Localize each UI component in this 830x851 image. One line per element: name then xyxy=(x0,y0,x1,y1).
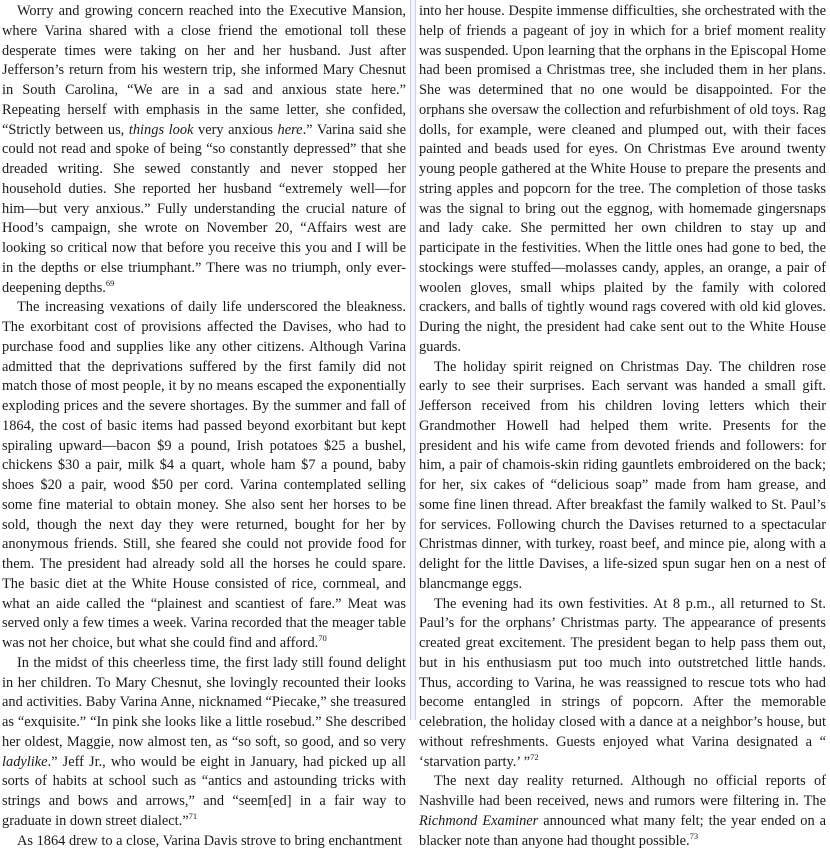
italic-text: Richmond Examiner xyxy=(419,813,538,829)
paragraph-text: The next day reality returned. Although no official reports of Nashville had been received, news and rumors were filtering in. The xyxy=(419,773,826,809)
body-paragraph xyxy=(419,595,826,773)
footnote-reference: 73 xyxy=(690,831,699,841)
paragraph-text: The holiday spirit reigned on Christmas Day. The children rose early to see their surprises. Each servant was handed a small gift. Jefferson received from his children loving letters which their Grandmother Howell had helped them write. Presents for the president and his wife came from devoted friends and followers: for him, a pair of chamois-skin riding gauntlets embroidered on the back; for her, six cakes of “delicious soap” made from ham grease, and some fine linen thread. After breakfast the family walked to St. Paul’s for services. Following church the Davises returned to a spectacular Christmas dinner, with turkey, roast beef, and mince pie, along with a delight for the little Davises, a life-sized spun sugar hen on a nest of blancmange eggs. xyxy=(419,359,826,592)
footnote-reference: 69 xyxy=(106,278,115,288)
paragraph-text: The increasing vexations of daily life underscored the bleakness. The exorbitant cost of provisions affected the Davises, who had to purchase food and supplies like any other citizens. Although Varina admitted that the deprivations suffered by the first family did not match those of most people, it by no means escaped the exponentially exploding prices and the severe shortages. By the summer and fall of 1864, the cost of basic items had passed beyond exorbitant but kept spiraling upward—bacon $9 a pound, Irish potatoes $25 a bushel, chickens $30 a pair, milk $4 a quart, whole ham $7 a pound, baby shoes $20 a pair, wood $50 per cord. Varina contemplated selling some fine material to obtain money. She also sent her horses to be sold, though the next day they were returned, bought for her by anonymous friends. Still, she feared she could not provide food for them. The president had already sold all the horses he could spare. The basic diet at the White House consisted of rice, cornmeal, and what an aide called the “plainest and scantiest of fare.” Meat was served only a few times a week. Varina recorded that the meager table was not her choice, but what she could find and afford. xyxy=(2,299,406,651)
footnote-reference: 71 xyxy=(189,811,198,821)
paragraph-text: very anxious xyxy=(193,122,277,138)
paragraph-text: announced what many felt; the year ended on a blacker note than anyone had thought possible. xyxy=(419,813,826,849)
footnote-reference: 70 xyxy=(318,633,327,643)
footnote-reference: 72 xyxy=(530,752,539,762)
paragraph-text: .” Jeff Jr., who would be eight in January, had picked up all sorts of habits at school such as “antics and astounding tricks with strings and bows and arrows,” and “seem[ed] in a fair way to graduate in down street dialect.” xyxy=(2,754,406,829)
paragraph-text: .” Varina said she could not read and spoke of being “so constantly depressed” that she dreaded writing. She sewed constantly and never stopped her household duties. She reported her husband “extremely well—for him—but very anxious.” Fully understanding the crucial nature of Hood’s campaign, she wrote on November 20, “Affairs west are looking so critical now that before you receive this you and I will be in the depths or else triumphant.” There was no triumph, only ever-deepening depths. xyxy=(2,122,406,296)
italic-text: here xyxy=(278,122,303,138)
italic-text: things look xyxy=(129,122,194,138)
paragraph-text: The evening had its own festivities. At 8 p.m., all returned to St. Paul’s for the orphans’ Christmas party. The appearance of presents created great excitement. The president began to help pass them out, but in his enthusiasm put too much into outstretched little hands. Thus, according to Varina, he was reassigned to rescue tots who had become entangled in strings of popcorn. After the memorable celebration, the holiday closed with a dance at a neighbor’s house, but without refreshments. Guests enjoyed what Varina designated a “ ‘starvation party.’ ” xyxy=(419,596,826,770)
body-paragraph xyxy=(419,358,826,595)
body-paragraph xyxy=(2,298,406,654)
body-paragraph xyxy=(419,772,826,851)
paragraph-text: into her house. Despite immense difficulties, she orchestrated with the help of friends a pageant of joy in which for a brief moment reality was suspended. Upon learning that the orphans in the Episcopal Home had been promised a Christmas tree, she included them in her plans. She was determined that no one would be disappointed. For the orphans she oversaw the collection and refurbishment of old toys. Rag dolls, for example, were cleaned and plumped out, with their faces painted and beads used for eyes. On Christmas Eve around twenty young people gathered at the White House to prepare the presents and string apples and popcorn for the tree. The completion of those tasks was the signal to bring out the eggnog, with homemade gingersnaps and lady cake. She permitted her own children to stay up and participate in the festivities. When the little ones had gone to bed, the stockings were stuffed—molasses candy, apples, an orange, a pair of woolen gloves, small whips plaited by the family with colored crackers, and balls of tightly wound rags covered with old kid gloves. During the night, the president had cake sent out to the White House guards. xyxy=(419,3,826,355)
paragraph-text: Worry and growing concern reached into the Executive Mansion, where Varina shared with a close friend the emotional toll these desperate times were taking on her and her husband. Just after Jefferson’s return from his western trip, she informed Mary Chesnut in South Carolina, “We are in a sad and anxious state here.” Repeating herself with emphasis in the same letter, she confided, “Strictly between us, xyxy=(2,3,406,138)
body-paragraph xyxy=(2,832,406,851)
body-paragraph xyxy=(2,2,406,298)
paragraph-text: As 1864 drew to a close, Varina Davis strove to bring enchantment xyxy=(17,833,402,849)
body-paragraph xyxy=(2,654,406,832)
italic-text: ladylike xyxy=(2,754,48,770)
right-column xyxy=(416,0,830,720)
left-column xyxy=(0,0,410,720)
body-paragraph xyxy=(419,2,826,358)
paragraph-text: In the midst of this cheerless time, the first lady still found delight in her children. To Mary Chesnut, she lovingly recounted their looks and activities. Baby Varina Anne, nicknamed “Piecake,” she treasured as “exquisite.” “In pink she looks like a little rosebud.” She described her oldest, Maggie, now almost ten, as “so soft, so good, and so very xyxy=(2,655,406,750)
